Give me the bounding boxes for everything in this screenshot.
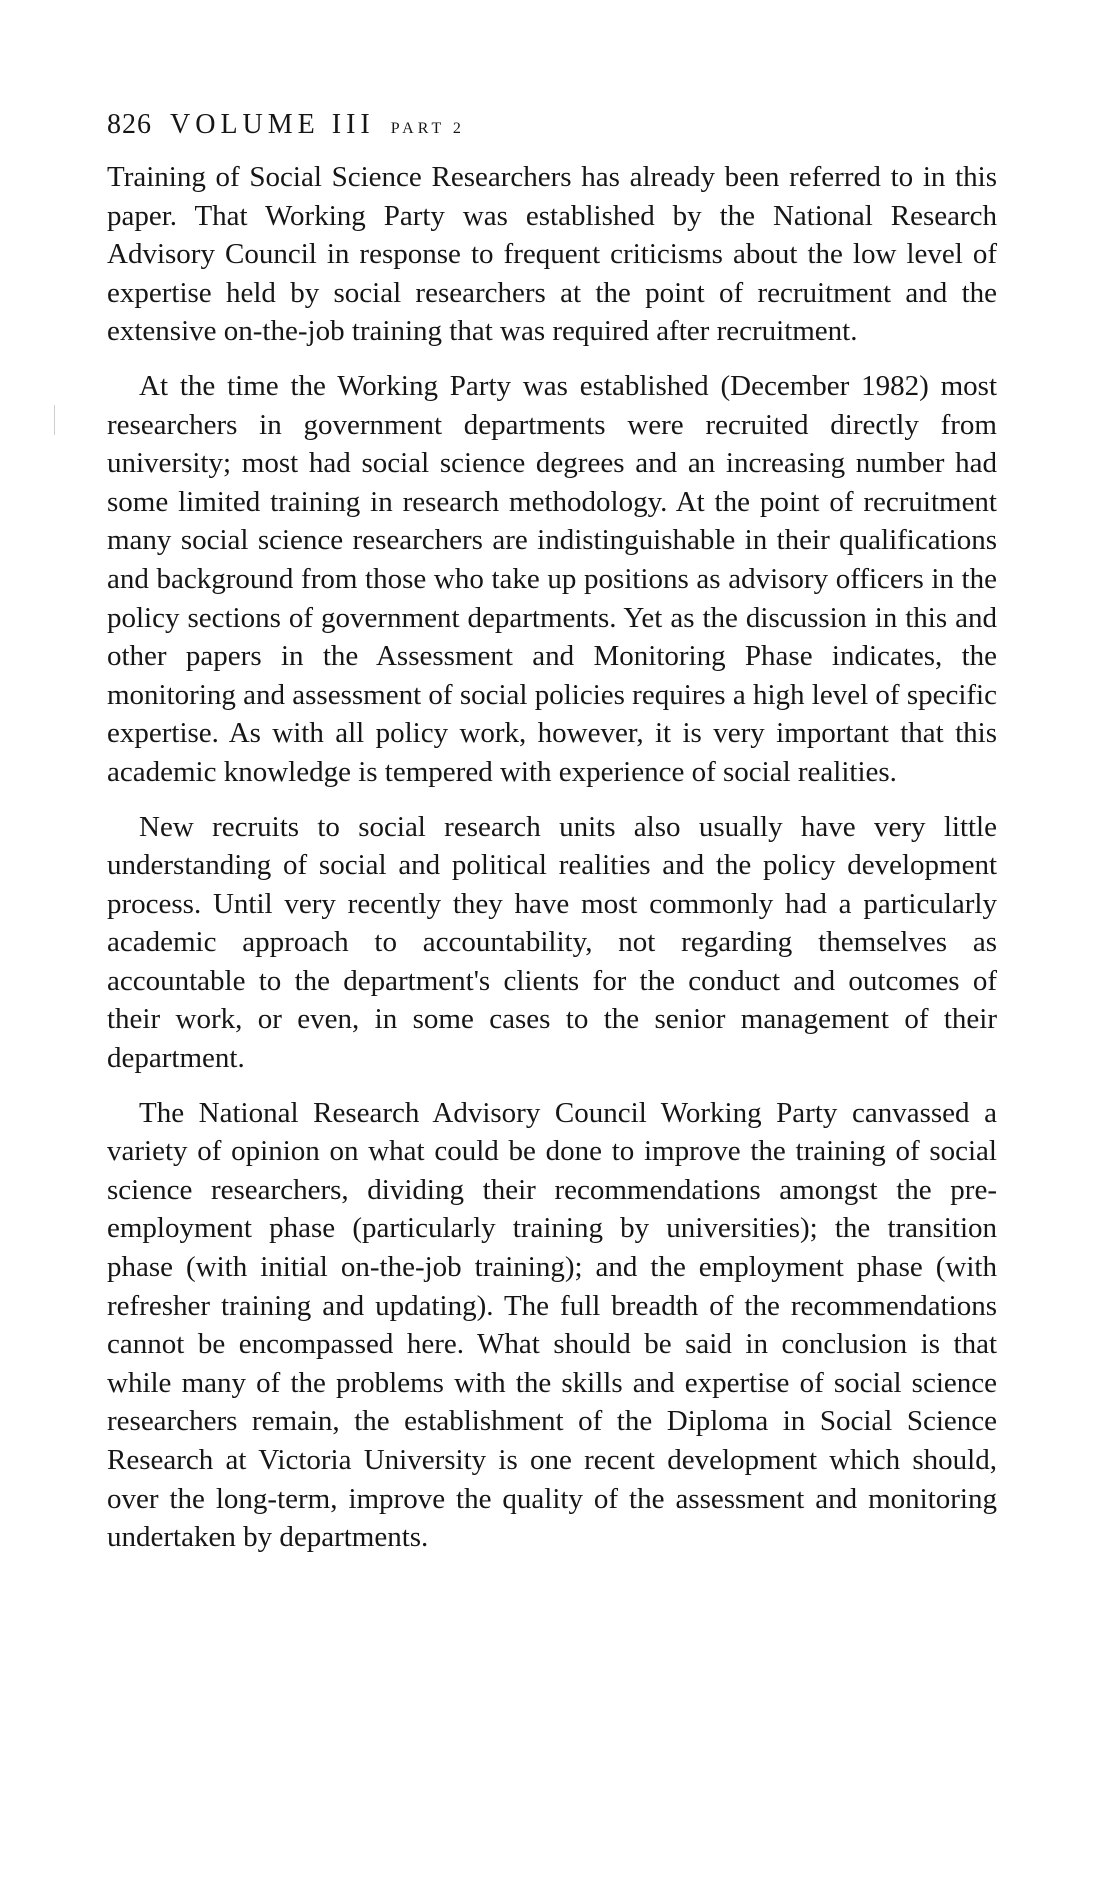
page-number: 826 [107,109,152,140]
paragraph-2: At the time the Working Party was established (December 1982) most researchers in government departments were recruited directly from university; most had social science degrees and an increasing number had some limited training in research methodology. At the point of recruitment many social science researchers are indistinguishable in their qualifications and background from those who take up positions as advisory officers in the policy sections of government departments. Yet as the discussion in this and other papers in the Assessment and Monitoring Phase indicates, the monitoring and assessment of social policies requires a high level of specific expertise. As with all policy work, however, it is very important that this academic knowledge is tempered with experience of social realities. [107,369,997,788]
paragraph-1: Training of Social Science Researchers has already been referred to in this paper. That Working Party was established by the National Research Advisory Council in response to frequent criticisms about the low level of expertise held by social researchers at the point of recruitment and the extensive on-the-job training that was required after recruitment. [107,161,997,348]
document-page [107,108,997,1573]
paragraph-3: New recruits to social research units also usually have very little understanding of social and political realities and the policy development process. Until very recently they have most commonly had a particularly academic approach to accountability, not regarding themselves as accountable to the department's clients for the conduct and outcomes of their work, or even, in some cases to the senior management of their department. [107,810,997,1075]
paragraph-4: The National Research Advisory Council Working Party canvassed a variety of opinion on what could be done to improve the training of social science researchers, dividing their recommendations amongst the pre-employment phase (particularly training by universities); the transition phase (with initial on-the-job training); and the employment phase (with refresher training and updating). The full breadth of the recommendations cannot be encompassed here. What should be said in conclusion is that while many of the problems with the skills and expertise of social science researchers remain, the establishment of the Diploma in Social Science Research at Victoria University is one recent development which should, over the long-term, improve the quality of the assessment and monitoring undertaken by departments. [107,1096,997,1554]
volume-label: VOLUME III [170,109,375,140]
running-head [107,108,997,142]
part-label: PART 2 [390,120,465,137]
margin-mark [54,405,55,435]
